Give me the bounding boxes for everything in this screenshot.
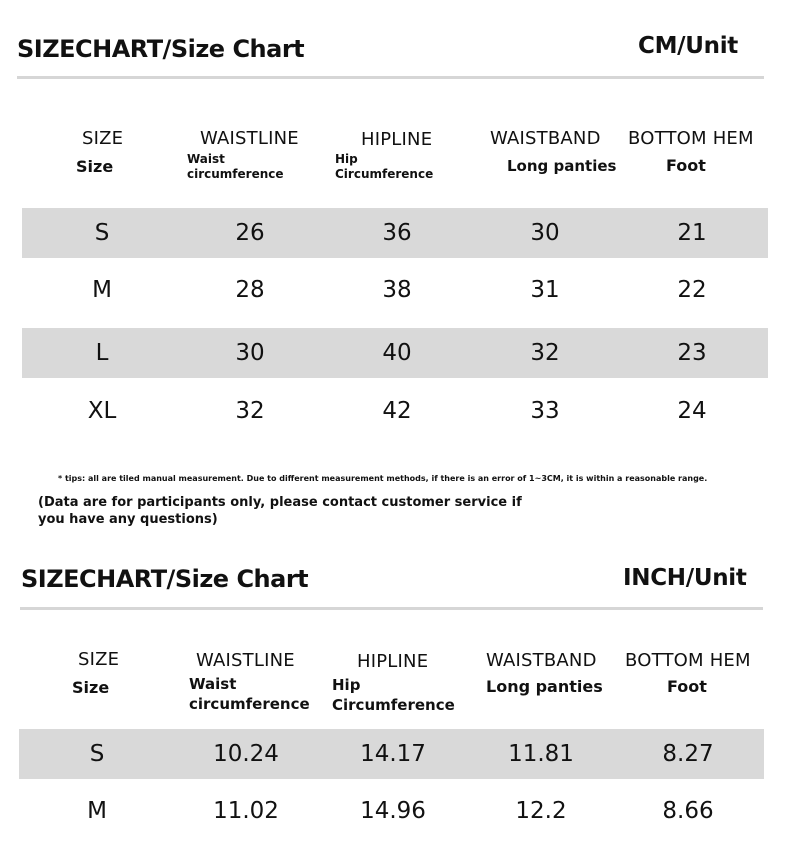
cm-header-hipline: HIPLINE bbox=[361, 129, 433, 150]
waistband-cell: 31 bbox=[530, 277, 560, 303]
waistline-cell: 26 bbox=[235, 220, 265, 246]
cm-header-waistband-sub: Long panties bbox=[507, 157, 617, 175]
waistline-cell: 10.24 bbox=[213, 741, 279, 767]
bottom-hem-cell: 22 bbox=[677, 277, 707, 303]
inch-header-waistline-sub: Waist circumference bbox=[189, 675, 310, 713]
hipline-cell: 36 bbox=[382, 220, 412, 246]
waistline-cell: 28 bbox=[235, 277, 265, 303]
waistband-cell: 32 bbox=[530, 340, 560, 366]
size-cell: S bbox=[94, 220, 110, 246]
table-row bbox=[19, 786, 764, 836]
waistband-cell: 12.2 bbox=[515, 798, 567, 824]
inch-header-size-sub: Size bbox=[72, 678, 110, 697]
waistband-cell: 33 bbox=[530, 398, 560, 424]
waistline-cell: 11.02 bbox=[213, 798, 279, 824]
hipline-cell: 38 bbox=[382, 277, 412, 303]
size-cell: M bbox=[92, 277, 112, 303]
waistband-cell: 11.81 bbox=[508, 741, 574, 767]
inch-header-hipline: HIPLINE bbox=[357, 651, 429, 672]
cm-header-size-sub: Size bbox=[76, 157, 114, 176]
inch-title-divider bbox=[20, 607, 763, 610]
cm-header-bottom-hem-sub: Foot bbox=[666, 156, 706, 175]
bottom-hem-cell: 8.66 bbox=[662, 798, 714, 824]
inch-chart-title: SIZECHART/Size Chart bbox=[21, 565, 309, 593]
waistband-cell: 30 bbox=[530, 220, 560, 246]
cm-title-divider bbox=[17, 76, 764, 79]
waistline-cell: 30 bbox=[235, 340, 265, 366]
table-row bbox=[22, 265, 768, 315]
bottom-hem-cell: 24 bbox=[677, 398, 707, 424]
inch-header-bottom-hem-sub: Foot bbox=[667, 677, 707, 696]
size-cell: M bbox=[87, 798, 107, 824]
bottom-hem-cell: 23 bbox=[677, 340, 707, 366]
inch-header-waistband-sub: Long panties bbox=[486, 677, 603, 696]
bottom-hem-cell: 21 bbox=[677, 220, 707, 246]
cm-header-hipline-sub: Hip Circumference bbox=[335, 152, 434, 181]
cm-header-size: SIZE bbox=[82, 128, 124, 149]
cm-unit-label: CM/Unit bbox=[638, 33, 738, 59]
size-cell: L bbox=[95, 340, 109, 366]
inch-header-bottom-hem: BOTTOM HEM bbox=[625, 650, 751, 671]
size-cell: XL bbox=[87, 398, 117, 424]
measurement-tip: * tips: all are tiled manual measurement. Due to different measurement methods, if there is an error of 1~3CM, it is within a reasonable range. bbox=[58, 474, 708, 483]
table-row bbox=[22, 328, 768, 378]
inch-size-chart bbox=[0, 540, 790, 842]
waistline-cell: 32 bbox=[235, 398, 265, 424]
cm-header-waistline-sub: Waist circumference bbox=[187, 152, 284, 181]
cm-header-bottom-hem: BOTTOM HEM bbox=[628, 128, 754, 149]
cm-header-waistline: WAISTLINE bbox=[200, 128, 299, 149]
table-row bbox=[19, 729, 764, 779]
inch-header-waistline: WAISTLINE bbox=[196, 650, 295, 671]
inch-header-size: SIZE bbox=[78, 649, 120, 670]
bottom-hem-cell: 8.27 bbox=[662, 741, 714, 767]
size-cell: S bbox=[89, 741, 105, 767]
hipline-cell: 14.17 bbox=[360, 741, 426, 767]
hipline-cell: 42 bbox=[382, 398, 412, 424]
inch-header-waistband: WAISTBAND bbox=[486, 650, 597, 671]
cm-chart-title: SIZECHART/Size Chart bbox=[17, 35, 305, 63]
inch-header-hipline-sub: Hip Circumference bbox=[332, 676, 455, 714]
inch-unit-label: INCH/Unit bbox=[623, 565, 747, 591]
table-row bbox=[22, 386, 768, 436]
hipline-cell: 40 bbox=[382, 340, 412, 366]
table-row bbox=[22, 208, 768, 258]
hipline-cell: 14.96 bbox=[360, 798, 426, 824]
cm-header-waistband: WAISTBAND bbox=[490, 128, 601, 149]
disclaimer-note: (Data are for participants only, please contact customer service if you have any questions) bbox=[38, 495, 522, 527]
